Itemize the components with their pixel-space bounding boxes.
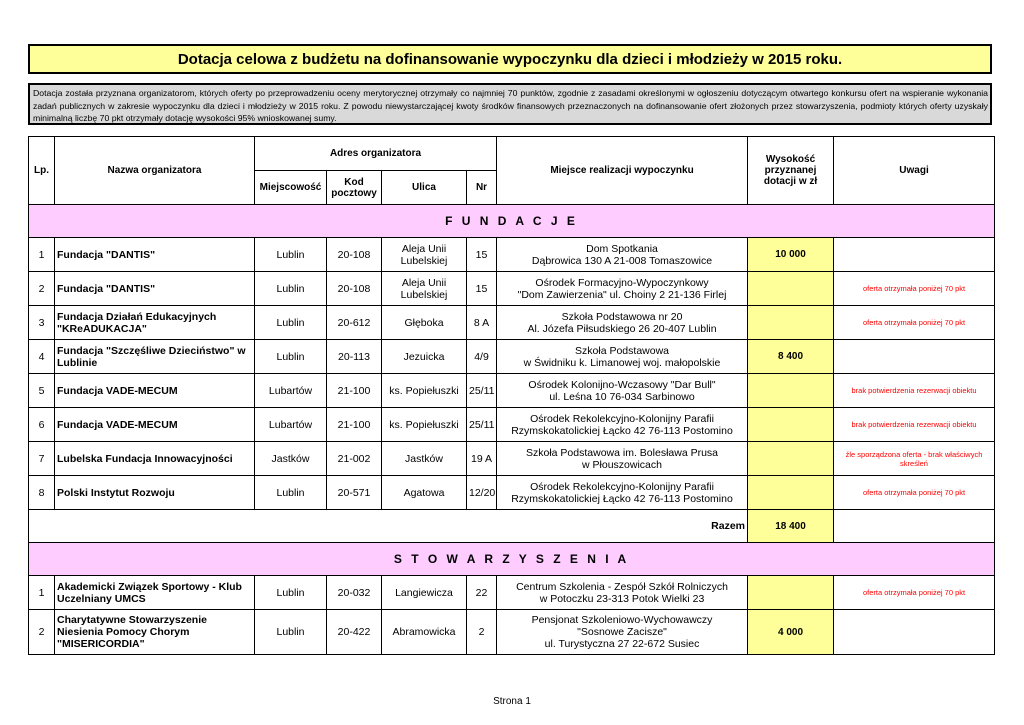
cell-lp: 3: [29, 306, 55, 340]
cell-kwota: 10 000: [748, 238, 834, 272]
cell-nazwa: Fundacja "Szczęśliwe Dzieciństwo" w Lublinie: [55, 340, 255, 374]
cell-lp: 2: [29, 610, 55, 655]
cell-uwagi: brak potwierdzenia rezerwacji obiektu: [834, 408, 995, 442]
cell-lp: 8: [29, 476, 55, 510]
cell-kod: 20-612: [327, 306, 382, 340]
cell-miejsce: Ośrodek Kolonijno-Wczasowy "Dar Bull" ul. Leśna 10 76-034 Sarbinowo: [497, 374, 748, 408]
razem-row: [29, 510, 995, 543]
cell-lp: 4: [29, 340, 55, 374]
cell-lp: 1: [29, 576, 55, 610]
cell-miejscowosc: Lubartów: [255, 374, 327, 408]
table-row: [29, 576, 995, 610]
cell-kwota: [748, 408, 834, 442]
cell-nazwa: Akademicki Związek Sportowy - Klub Uczelniany UMCS: [55, 576, 255, 610]
header-miejsce: Miejsce realizacji wypoczynku: [497, 137, 748, 205]
table-row: [29, 442, 995, 476]
cell-lp: 6: [29, 408, 55, 442]
cell-nr: 15: [467, 238, 497, 272]
cell-miejsce: Szkoła Podstawowa im. Bolesława Prusa w Płouszowicach: [497, 442, 748, 476]
cell-miejscowosc: Jastków: [255, 442, 327, 476]
cell-kod: 20-571: [327, 476, 382, 510]
cell-nazwa: Polski Instytut Rozwoju: [55, 476, 255, 510]
cell-kwota: [748, 306, 834, 340]
cell-nr: 8 A: [467, 306, 497, 340]
cell-miejscowosc: Lublin: [255, 272, 327, 306]
cell-nr: 19 A: [467, 442, 497, 476]
cell-kod: 20-032: [327, 576, 382, 610]
cell-uwagi: oferta otrzymała poniżej 70 pkt: [834, 576, 995, 610]
cell-miejscowosc: Lublin: [255, 576, 327, 610]
table-row: [29, 374, 995, 408]
page-footer: Strona 1: [493, 696, 531, 707]
cell-kod: 21-100: [327, 374, 382, 408]
cell-kwota: [748, 476, 834, 510]
cell-miejscowosc: Lublin: [255, 340, 327, 374]
cell-uwagi: [834, 610, 995, 655]
cell-kod: 21-100: [327, 408, 382, 442]
cell-nr: 12/20: [467, 476, 497, 510]
cell-ulica: Głęboka: [382, 306, 467, 340]
cell-uwagi: [834, 238, 995, 272]
cell-miejscowosc: Lublin: [255, 306, 327, 340]
cell-miejscowosc: Lublin: [255, 476, 327, 510]
cell-nr: 25/11: [467, 408, 497, 442]
cell-nazwa: Fundacja Działań Edukacyjnych "KReADUKACJA": [55, 306, 255, 340]
razem-empty: [834, 510, 995, 543]
header-ulica: Ulica: [382, 171, 467, 205]
cell-miejsce: Ośrodek Rekolekcyjno-Kolonijny Parafii Rzymskokatolickiej Łącko 42 76-113 Postomino: [497, 408, 748, 442]
table-row: [29, 408, 995, 442]
cell-miejscowosc: Lublin: [255, 610, 327, 655]
cell-ulica: Langiewicza: [382, 576, 467, 610]
cell-miejsce: Ośrodek Rekolekcyjno-Kolonijny Parafii Rzymskokatolickiej Łącko 42 76-113 Postomino: [497, 476, 748, 510]
cell-uwagi: źle sporządzona oferta - brak właściwych skreśleń: [834, 442, 995, 476]
cell-kwota: [748, 272, 834, 306]
intro-paragraph: Dotacja została przyznana organizatorom, których oferty po przeprowadzeniu oceny merytorycznej otrzymały co najmniej 70 punktów, zgodnie z zasadami określonymi w ogłoszeniu dotyczącym otwartego konkursu ofert na wspieranie wykonania zadań publicznych w zakresie wypoczynku dla dzieci i młodzieży w 2015 roku. Z powodu niewystarczającej kwoty środków finansowych przeznaczonych na dofinansowanie ofert złożonych przez stowarzyszenia, podmioty których oferty uzyskały minimalną liczbę 70 pkt otrzymały dotację wysokości 95% wnioskowanej sumy.: [28, 83, 992, 125]
table-row: [29, 340, 995, 374]
table-row: [29, 238, 995, 272]
cell-miejsce: Ośrodek Formacyjno-Wypoczynkowy "Dom Zawierzenia" ul. Choiny 2 21-136 Firlej: [497, 272, 748, 306]
cell-ulica: Abramowicka: [382, 610, 467, 655]
header-lp: Lp.: [29, 137, 55, 205]
cell-miejscowosc: Lubartów: [255, 408, 327, 442]
cell-miejscowosc: Lublin: [255, 238, 327, 272]
section-fundacje: [29, 205, 995, 238]
section-stowarzyszenia-label: S T O W A R Z Y S Z E N I A: [29, 543, 995, 576]
razem-label: Razem: [29, 510, 748, 543]
cell-ulica: Aleja Unii Lubelskiej: [382, 272, 467, 306]
header-wysokosc: Wysokość przyznanej dotacji w zł: [748, 137, 834, 205]
table-row: [29, 306, 995, 340]
cell-ulica: ks. Popiełuszki: [382, 408, 467, 442]
cell-miejsce: Centrum Szkolenia - Zespół Szkół Rolniczych w Potoczku 23-313 Potok Wielki 23: [497, 576, 748, 610]
document-title: Dotacja celowa z budżetu na dofinansowanie wypoczynku dla dzieci i młodzieży w 2015 roku.: [28, 44, 992, 74]
cell-nazwa: Lubelska Fundacja Innowacyjności: [55, 442, 255, 476]
header-adres: Adres organizatora: [255, 137, 497, 171]
cell-nazwa: Fundacja "DANTIS": [55, 272, 255, 306]
section-fundacje-label: F U N D A C J E: [29, 205, 995, 238]
cell-ulica: Aleja Unii Lubelskiej: [382, 238, 467, 272]
cell-nazwa: Fundacja VADE-MECUM: [55, 408, 255, 442]
cell-uwagi: oferta otrzymała poniżej 70 pkt: [834, 272, 995, 306]
cell-nr: 4/9: [467, 340, 497, 374]
header-nazwa: Nazwa organizatora: [55, 137, 255, 205]
cell-miejsce: Szkoła Podstawowa w Świdniku k. Limanowej woj. małopolskie: [497, 340, 748, 374]
cell-kod: 20-108: [327, 272, 382, 306]
cell-ulica: Jezuicka: [382, 340, 467, 374]
cell-miejsce: Szkoła Podstawowa nr 20 Al. Józefa Piłsudskiego 26 20-407 Lublin: [497, 306, 748, 340]
cell-ulica: ks. Popiełuszki: [382, 374, 467, 408]
cell-nazwa: Charytatywne Stowarzyszenie Niesienia Pomocy Chorym "MISERICORDIA": [55, 610, 255, 655]
cell-uwagi: brak potwierdzenia rezerwacji obiektu: [834, 374, 995, 408]
table-row: [29, 476, 995, 510]
cell-kwota: 8 400: [748, 340, 834, 374]
cell-ulica: Agatowa: [382, 476, 467, 510]
cell-nazwa: Fundacja VADE-MECUM: [55, 374, 255, 408]
cell-kwota: 4 000: [748, 610, 834, 655]
cell-ulica: Jastków: [382, 442, 467, 476]
section-stowarzyszenia: [29, 543, 995, 576]
cell-kwota: [748, 442, 834, 476]
cell-kod: 21-002: [327, 442, 382, 476]
cell-nr: 2: [467, 610, 497, 655]
cell-kwota: [748, 576, 834, 610]
cell-kod: 20-108: [327, 238, 382, 272]
cell-uwagi: oferta otrzymała poniżej 70 pkt: [834, 476, 995, 510]
razem-value: 18 400: [748, 510, 834, 543]
cell-nr: 22: [467, 576, 497, 610]
header-uwagi: Uwagi: [834, 137, 995, 205]
cell-kwota: [748, 374, 834, 408]
cell-nazwa: Fundacja "DANTIS": [55, 238, 255, 272]
cell-lp: 1: [29, 238, 55, 272]
table-row: [29, 610, 995, 655]
cell-lp: 5: [29, 374, 55, 408]
header-nr: Nr: [467, 171, 497, 205]
cell-miejsce: Dom Spotkania Dąbrowica 130 A 21-008 Tomaszowice: [497, 238, 748, 272]
table-row: [29, 272, 995, 306]
cell-lp: 2: [29, 272, 55, 306]
cell-uwagi: oferta otrzymała poniżej 70 pkt: [834, 306, 995, 340]
grants-table: [28, 136, 995, 655]
header-kod: Kod pocztowy: [327, 171, 382, 205]
cell-nr: 15: [467, 272, 497, 306]
cell-nr: 25/11: [467, 374, 497, 408]
cell-kod: 20-422: [327, 610, 382, 655]
cell-lp: 7: [29, 442, 55, 476]
cell-uwagi: [834, 340, 995, 374]
header-miejscowosc: Miejscowość: [255, 171, 327, 205]
cell-kod: 20-113: [327, 340, 382, 374]
cell-miejsce: Pensjonat Szkoleniowo-Wychowawczy "Sosnowe Zacisze" ul. Turystyczna 27 22-672 Susiec: [497, 610, 748, 655]
